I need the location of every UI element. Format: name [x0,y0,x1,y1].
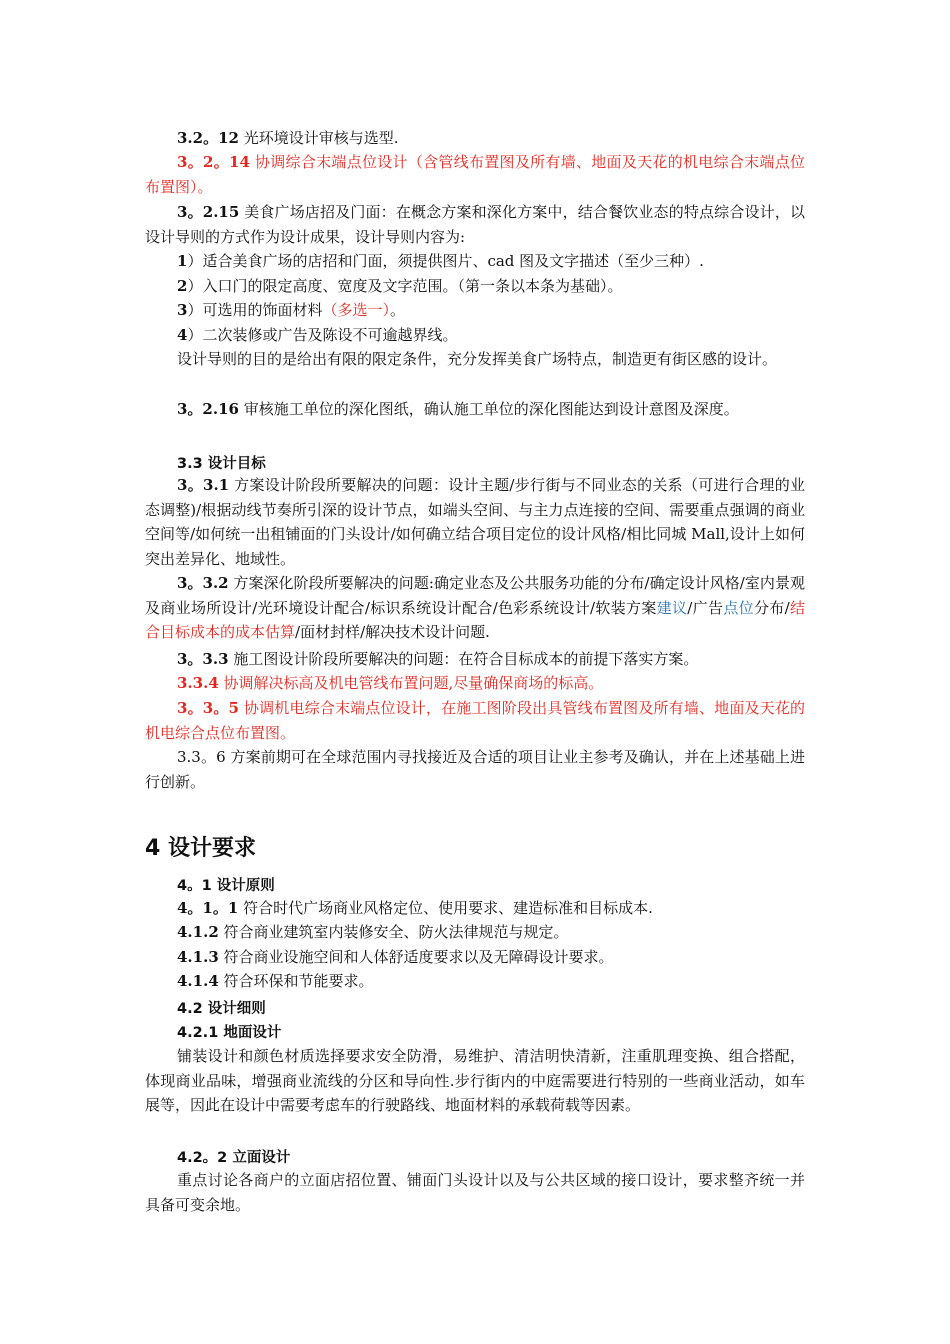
item-text: 美食广场店招及门面：在概念方案和深化方案中，结合餐饮业态的特点综合设计，以设计导则的方式作为设计成果，设计导则内容为: [145,203,805,246]
item-3-3-5 [145,696,805,745]
list-text: ）入口门的限定高度、宽度及文字范围。（第一条以本条为基础）。 [187,277,623,295]
subsection-heading-4-2-1: 4.2.1 地面设计 [177,1025,282,1041]
item-text: /面材封样/解决技术设计问题. [295,623,490,641]
item-text-blue: 点位 [723,598,754,617]
item-text-blue: 建议 [656,598,688,617]
item-number: 3。3。5 [177,699,239,717]
list-number: 4 [177,326,188,344]
item-number: 4.1.3 [177,948,219,966]
list-text: ）可选用的饰面材料 [187,301,323,319]
item-4-1-1 [145,896,805,921]
item-4-1-2 [145,920,805,945]
section-heading-4-1: 4。1 设计原则 [177,878,275,894]
subsection-heading-4-2-2: 4.2。2 立面设计 [177,1150,291,1166]
list-item-1 [145,249,805,274]
item-text: 协调机电综合末端点位设计，在施工图阶段出具管线布置图及所有墙、地面及天花的机电综合点位布置图。 [145,699,806,742]
guide-paragraph [145,347,805,372]
item-text: 分布/ [753,598,790,617]
item-3-3-4 [145,671,805,696]
item-text: 施工图设计阶段所要解决的问题：在符合目标成本的前提下落实方案。 [228,650,699,668]
item-3-2-12 [145,126,805,151]
item-number: 3。2.15 [177,203,240,221]
item-text: /广告 [687,598,724,617]
item-text-red: 结合目标成本的成本估算 [145,598,805,641]
item-3-2-14 [145,150,805,199]
item-text: 协调解决标高及机电管线布置问题,尽量确保商场的标高。 [218,674,604,692]
section-heading-3-3: 3.3 设计目标 [177,456,266,472]
item-text: 协调综合末端点位设计（含管线布置图及所有墙、地面及天花的机电综合末端点位布置图）。 [145,153,806,196]
list-item-3 [145,298,805,323]
item-number: 3。2.16 [177,400,239,418]
item-text: 方案设计阶段所要解决的问题：设计主题/步行街与不同业态的关系（可进行合理的业态调整)/根据动线节奏所引深的设计节点，如端头空间、与主力点连接的空间、需要重点强调的商业空间等/如何统一出租铺面的门头设计/如何确立结合项目定位的设计风格/相比同城 Mall,设计上如何突出差异化、地域性。 [145,476,805,568]
item-text: 符合环保和节能要求。 [218,972,374,990]
list-item-2 [145,274,805,299]
paragraph-4-2-1 [145,1044,805,1118]
item-text: 符合商业建筑室内装修安全、防火法律规范与规定。 [218,923,569,941]
item-3-2-15 [145,200,805,249]
item-text: 审核施工单位的深化图纸，确认施工单位的深化图能达到设计意图及深度。 [238,400,739,418]
paragraph-text: 重点讨论各商户的立面店招位置、铺面门头设计以及与公共区域的接口设计，要求整齐统一并具备可变余地。 [145,1171,805,1214]
item-3-3-6 [145,745,805,794]
item-3-3-2 [145,571,805,645]
paragraph-4-2-2 [145,1168,805,1217]
list-text-end: 。 [389,301,405,319]
list-number: 3 [177,301,188,319]
list-text: ）二次装修或广告及陈设不可逾越界线。 [187,326,458,344]
list-text: ）适合美食广场的店招和门面，须提供图片、cad 图及文字描述（至少三种）. [187,252,704,270]
list-item-4 [145,323,805,348]
item-4-1-4 [145,969,805,994]
item-3-3-1 [145,473,805,571]
list-number: 1 [177,252,188,270]
item-number: 3。2。14 [177,153,250,171]
chapter-heading-4: 4 设计要求 [145,836,256,861]
item-text: 方案深化阶段所要解决的问题:确定业态及公共服务功能的分布/确定设计风格/室内景观及商业场所设计/光环境设计配合/标识系统设计配合/色彩系统设计/软装方案 [145,574,805,617]
list-number: 2 [177,277,188,295]
item-text: 符合时代广场商业风格定位、使用要求、建造标准和目标成本. [238,899,653,917]
item-number: 4.1.4 [177,972,219,990]
item-number: 3。3.3 [177,650,229,668]
item-number: 4.1.2 [177,923,219,941]
section-heading-4-2: 4.2 设计细则 [177,1001,266,1017]
paragraph-text: 设计导则的目的是给出有限的限定条件，充分发挥美食广场特点，制造更有街区感的设计。 [177,350,778,368]
item-text: 3.3。6 方案前期可在全球范围内寻找接近及合适的项目让业主参考及确认，并在上述基础上进行创新。 [145,748,805,791]
paragraph-text: 铺装设计和颜色材质选择要求安全防滑，易维护、清洁明快清新，注重肌理变换、组合搭配，体现商业品味，增强商业流线的分区和导向性.步行街内的中庭需要进行特别的一些商业活动，如车展等，因此在设计中需要考虑车的行驶路线、地面材料的承载荷载等因素。 [145,1047,805,1114]
item-text: 符合商业设施空间和人体舒适度要求以及无障碍设计要求。 [218,948,614,966]
item-number: 3。3.1 [177,476,230,494]
item-text: 光环境设计审核与选型. [238,129,399,147]
item-number: 3.3.4 [177,674,219,692]
item-3-3-3 [145,647,805,672]
item-number: 3。3.2 [177,574,229,592]
list-text-highlight: （多选一） [322,301,390,319]
item-4-1-3 [145,945,805,970]
item-number: 3.2。12 [177,129,239,147]
item-3-2-16 [145,397,805,422]
item-number: 4。1。1 [177,899,239,917]
